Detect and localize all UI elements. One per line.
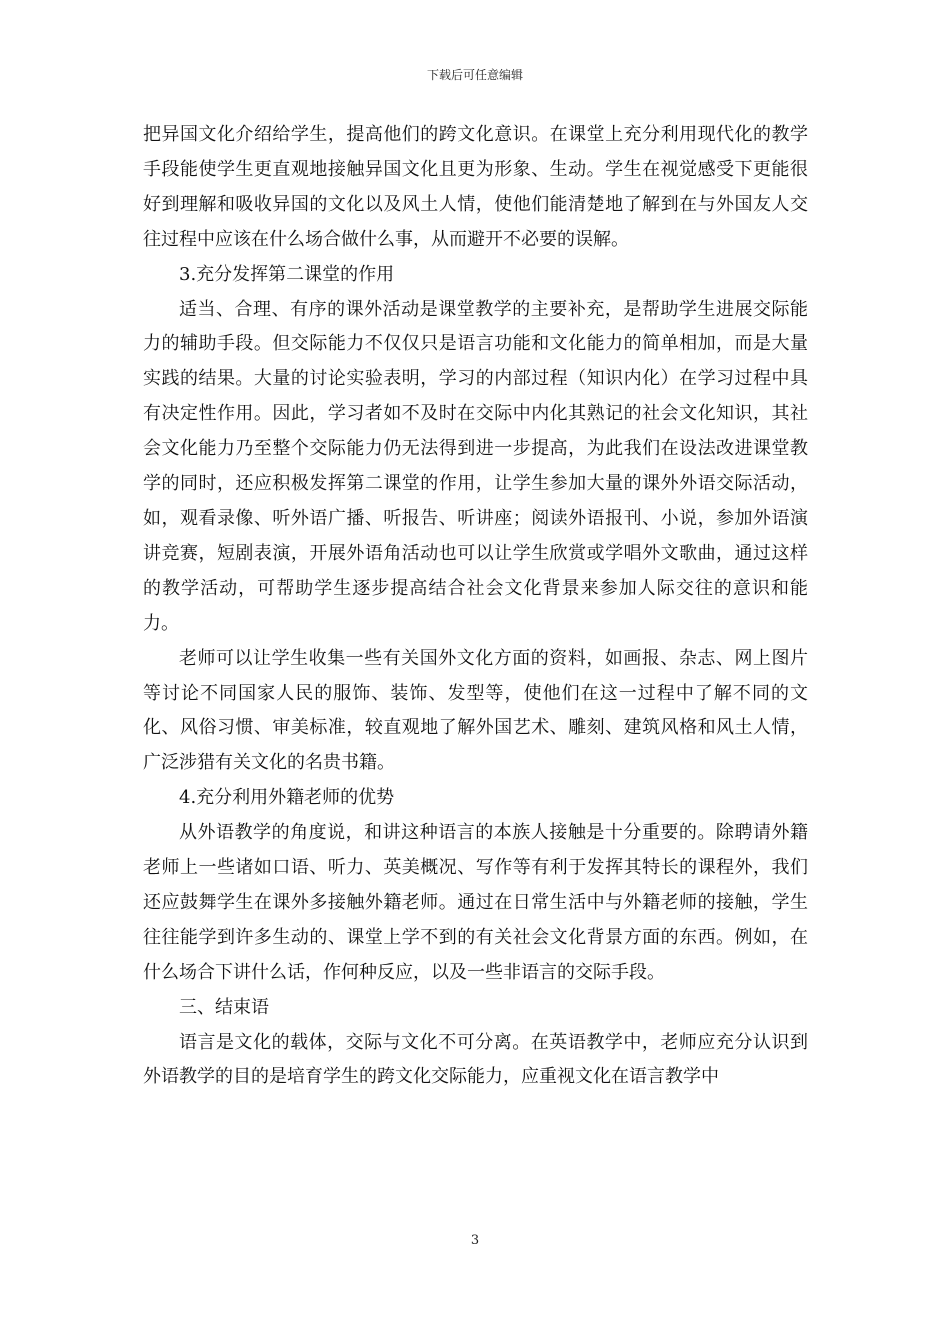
document-body [143,118,808,1095]
paragraph-continuation: 把异国文化介绍给学生，提高他们的跨文化意识。在课堂上充分利用现代化的教学手段能使学生更直观地接触异国文化且更为形象、生动。学生在视觉感受下更能很好到理解和吸收异国的文化以及风土人情，使他们能清楚地了解到在与外国友人交往过程中应该在什么场合做什么事，从而避开不必要的误解。 [143,124,808,250]
paragraph-extracurricular: 适当、合理、有序的课外活动是课堂教学的主要补充，是帮助学生进展交际能力的辅助手段。但交际能力不仅仅只是语言功能和文化能力的简单相加，而是大量实践的结果。大量的讨论实验表明，学习的内部过程（知识内化）在学习过程中具有决定性作用。因此，学习者如不及时在交际中内化其熟记的社会文化知识，其社会文化能力乃至整个交际能力仍无法得到进一步提高，为此我们在设法改进课堂教学的同时，还应积极发挥第二课堂的作用，让学生参加大量的课外外语交际活动，如，观看录像、听外语广播、听报告、听讲座；阅读外语报刊、小说，参加外语演讲竞赛，短剧表演，开展外语角活动也可以让学生欣赏或学唱外文歌曲，通过这样的教学活动，可帮助学生逐步提高结合社会文化背景来参加人际交往的意识和能力。 [143,298,808,634]
page-number: 3 [470,1233,480,1248]
page-header: 下载后可任意编辑 [426,68,523,82]
section-heading-conclusion: 三、结束语 [179,996,269,1018]
paragraph-foreign-teachers: 从外语教学的角度说，和讲这种语言的本族人接触是十分重要的。除聘请外籍老师上一些诸如口语、听力、英美概况、写作等有利于发挥其特长的课程外，我们还应鼓舞学生在课外多接触外籍老师。通过在日常生活中与外籍老师的接触，学生往往能学到许多生动的、课堂上学不到的有关社会文化背景方面的东西。例如，在什么场合下讲什么话，作何种反应，以及一些非语言的交际手段。 [143,822,808,983]
paragraph-materials: 老师可以让学生收集一些有关国外文化方面的资料，如画报、杂志、网上图片等讨论不同国家人民的服饰、装饰、发型等，使他们在这一过程中了解不同的文化、风俗习惯、审美标准，较直观地了解外国艺术、雕刻、建筑风格和风土人情，广泛涉猎有关文化的名贵书籍。 [143,647,808,774]
section-heading-3: 3.充分发挥第二课堂的作用 [179,263,395,285]
section-heading-4: 4.充分利用外籍老师的优势 [179,787,395,809]
paragraph-conclusion: 语言是文化的载体，交际与文化不可分离。在英语教学中，老师应充分认识到外语教学的目的是培育学生的跨文化交际能力，应重视文化在语言教学中 [143,1031,808,1088]
